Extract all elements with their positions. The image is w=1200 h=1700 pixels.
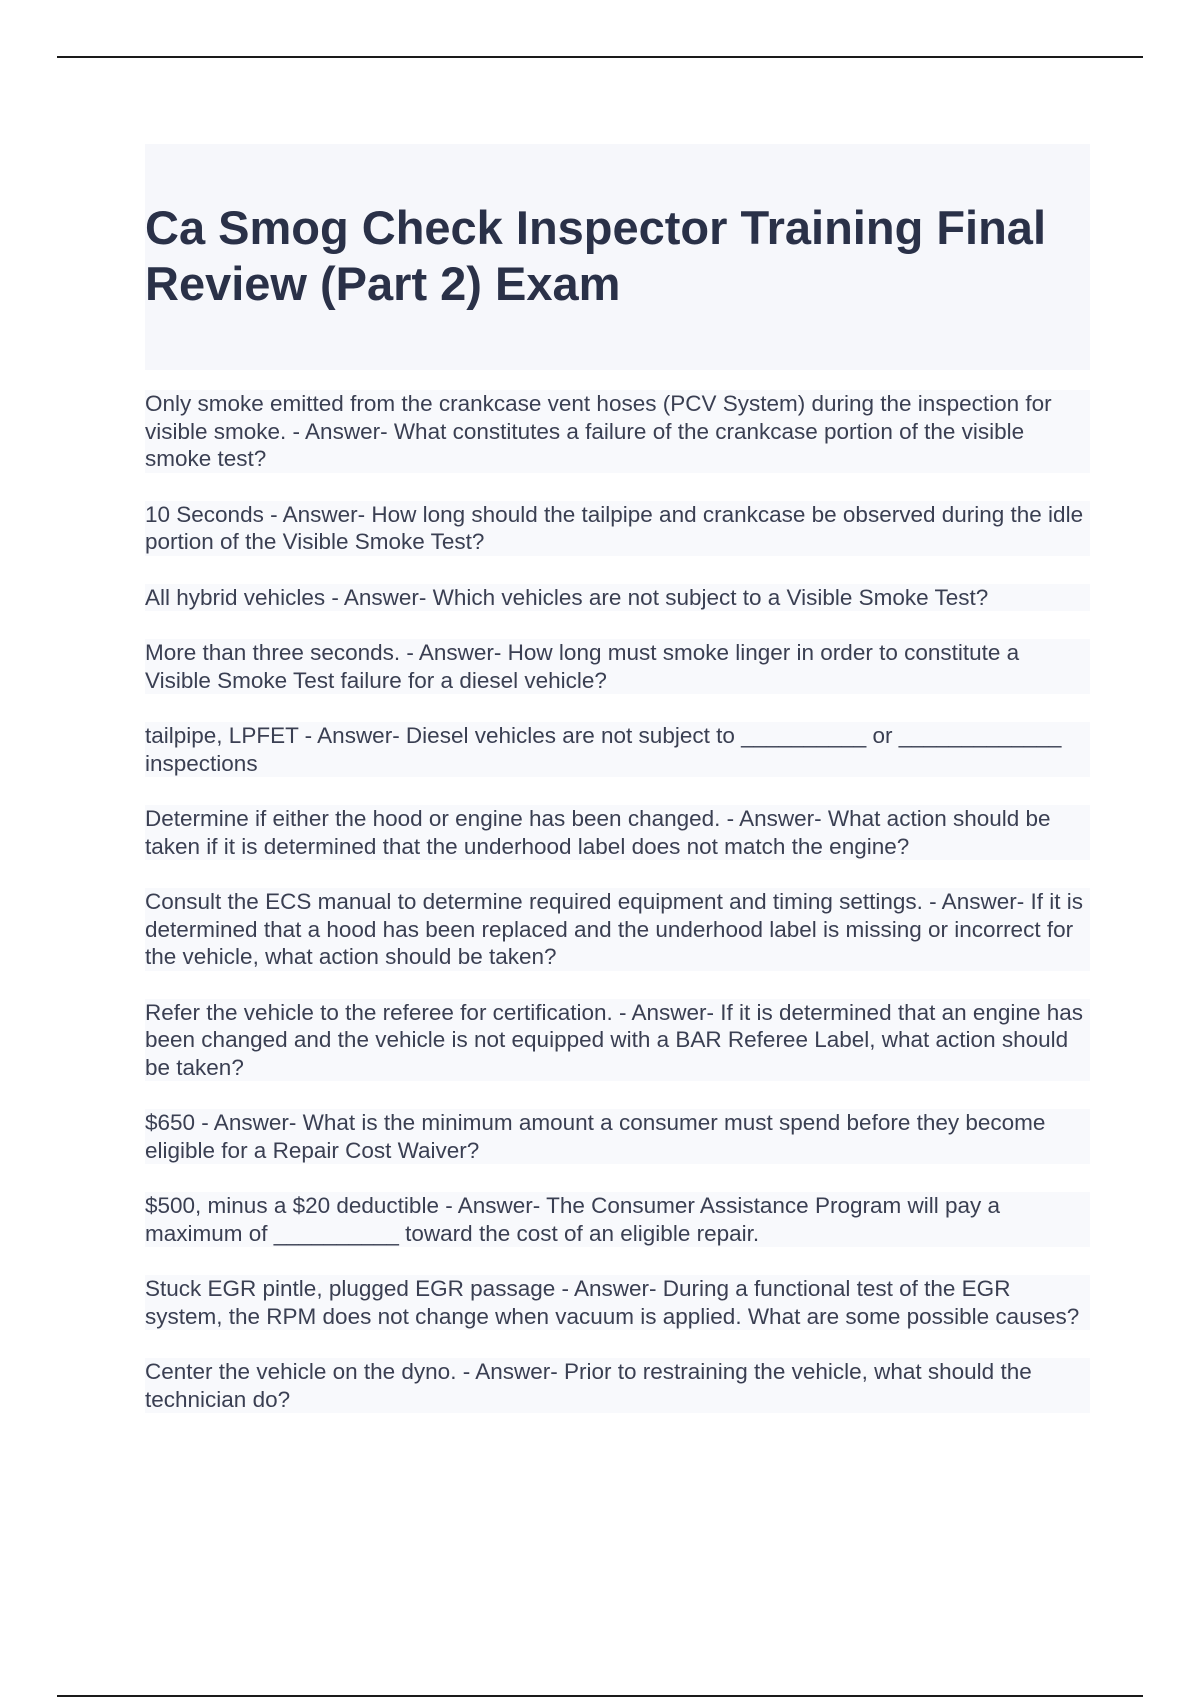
- top-divider: [57, 56, 1143, 58]
- qa-item: Center the vehicle on the dyno. - Answer- Prior to restraining the vehicle, what should the technician do?: [145, 1358, 1090, 1413]
- qa-item: $650 - Answer- What is the minimum amount a consumer must spend before they become eligible for a Repair Cost Waiver?: [145, 1109, 1090, 1164]
- bottom-divider: [57, 1695, 1143, 1697]
- qa-item: All hybrid vehicles - Answer- Which vehicles are not subject to a Visible Smoke Test?: [145, 584, 1090, 612]
- qa-item: tailpipe, LPFET - Answer- Diesel vehicles are not subject to __________ or _____________ inspections: [145, 722, 1090, 777]
- qa-item: Stuck EGR pintle, plugged EGR passage - Answer- During a functional test of the EGR system, the RPM does not change when vacuum is applied. What are some possible causes?: [145, 1275, 1090, 1330]
- document-body: [145, 144, 1090, 1441]
- qa-item: More than three seconds. - Answer- How long must smoke linger in order to constitute a Visible Smoke Test failure for a diesel vehicle?: [145, 639, 1090, 694]
- qa-item: Refer the vehicle to the referee for certification. - Answer- If it is determined that an engine has been changed and the vehicle is not equipped with a BAR Referee Label, what action should be taken?: [145, 999, 1090, 1082]
- page-title: Ca Smog Check Inspector Training Final Review (Part 2) Exam: [145, 201, 1047, 310]
- qa-item: Only smoke emitted from the crankcase vent hoses (PCV System) during the inspection for visible smoke. - Answer- What constitutes a failure of the crankcase portion of the visible smoke test?: [145, 390, 1090, 473]
- qa-item: Consult the ECS manual to determine required equipment and timing settings. - Answer- If it is determined that a hood has been replaced and the underhood label is missing or incorrect for the vehicle, what action should be taken?: [145, 888, 1090, 971]
- qa-item: 10 Seconds - Answer- How long should the tailpipe and crankcase be observed during the idle portion of the Visible Smoke Test?: [145, 501, 1090, 556]
- title-block: [145, 144, 1090, 370]
- qa-item: $500, minus a $20 deductible - Answer- The Consumer Assistance Program will pay a maximum of __________ toward the cost of an eligible repair.: [145, 1192, 1090, 1247]
- qa-item: Determine if either the hood or engine has been changed. - Answer- What action should be taken if it is determined that the underhood label does not match the engine?: [145, 805, 1090, 860]
- qa-list: [145, 390, 1090, 1413]
